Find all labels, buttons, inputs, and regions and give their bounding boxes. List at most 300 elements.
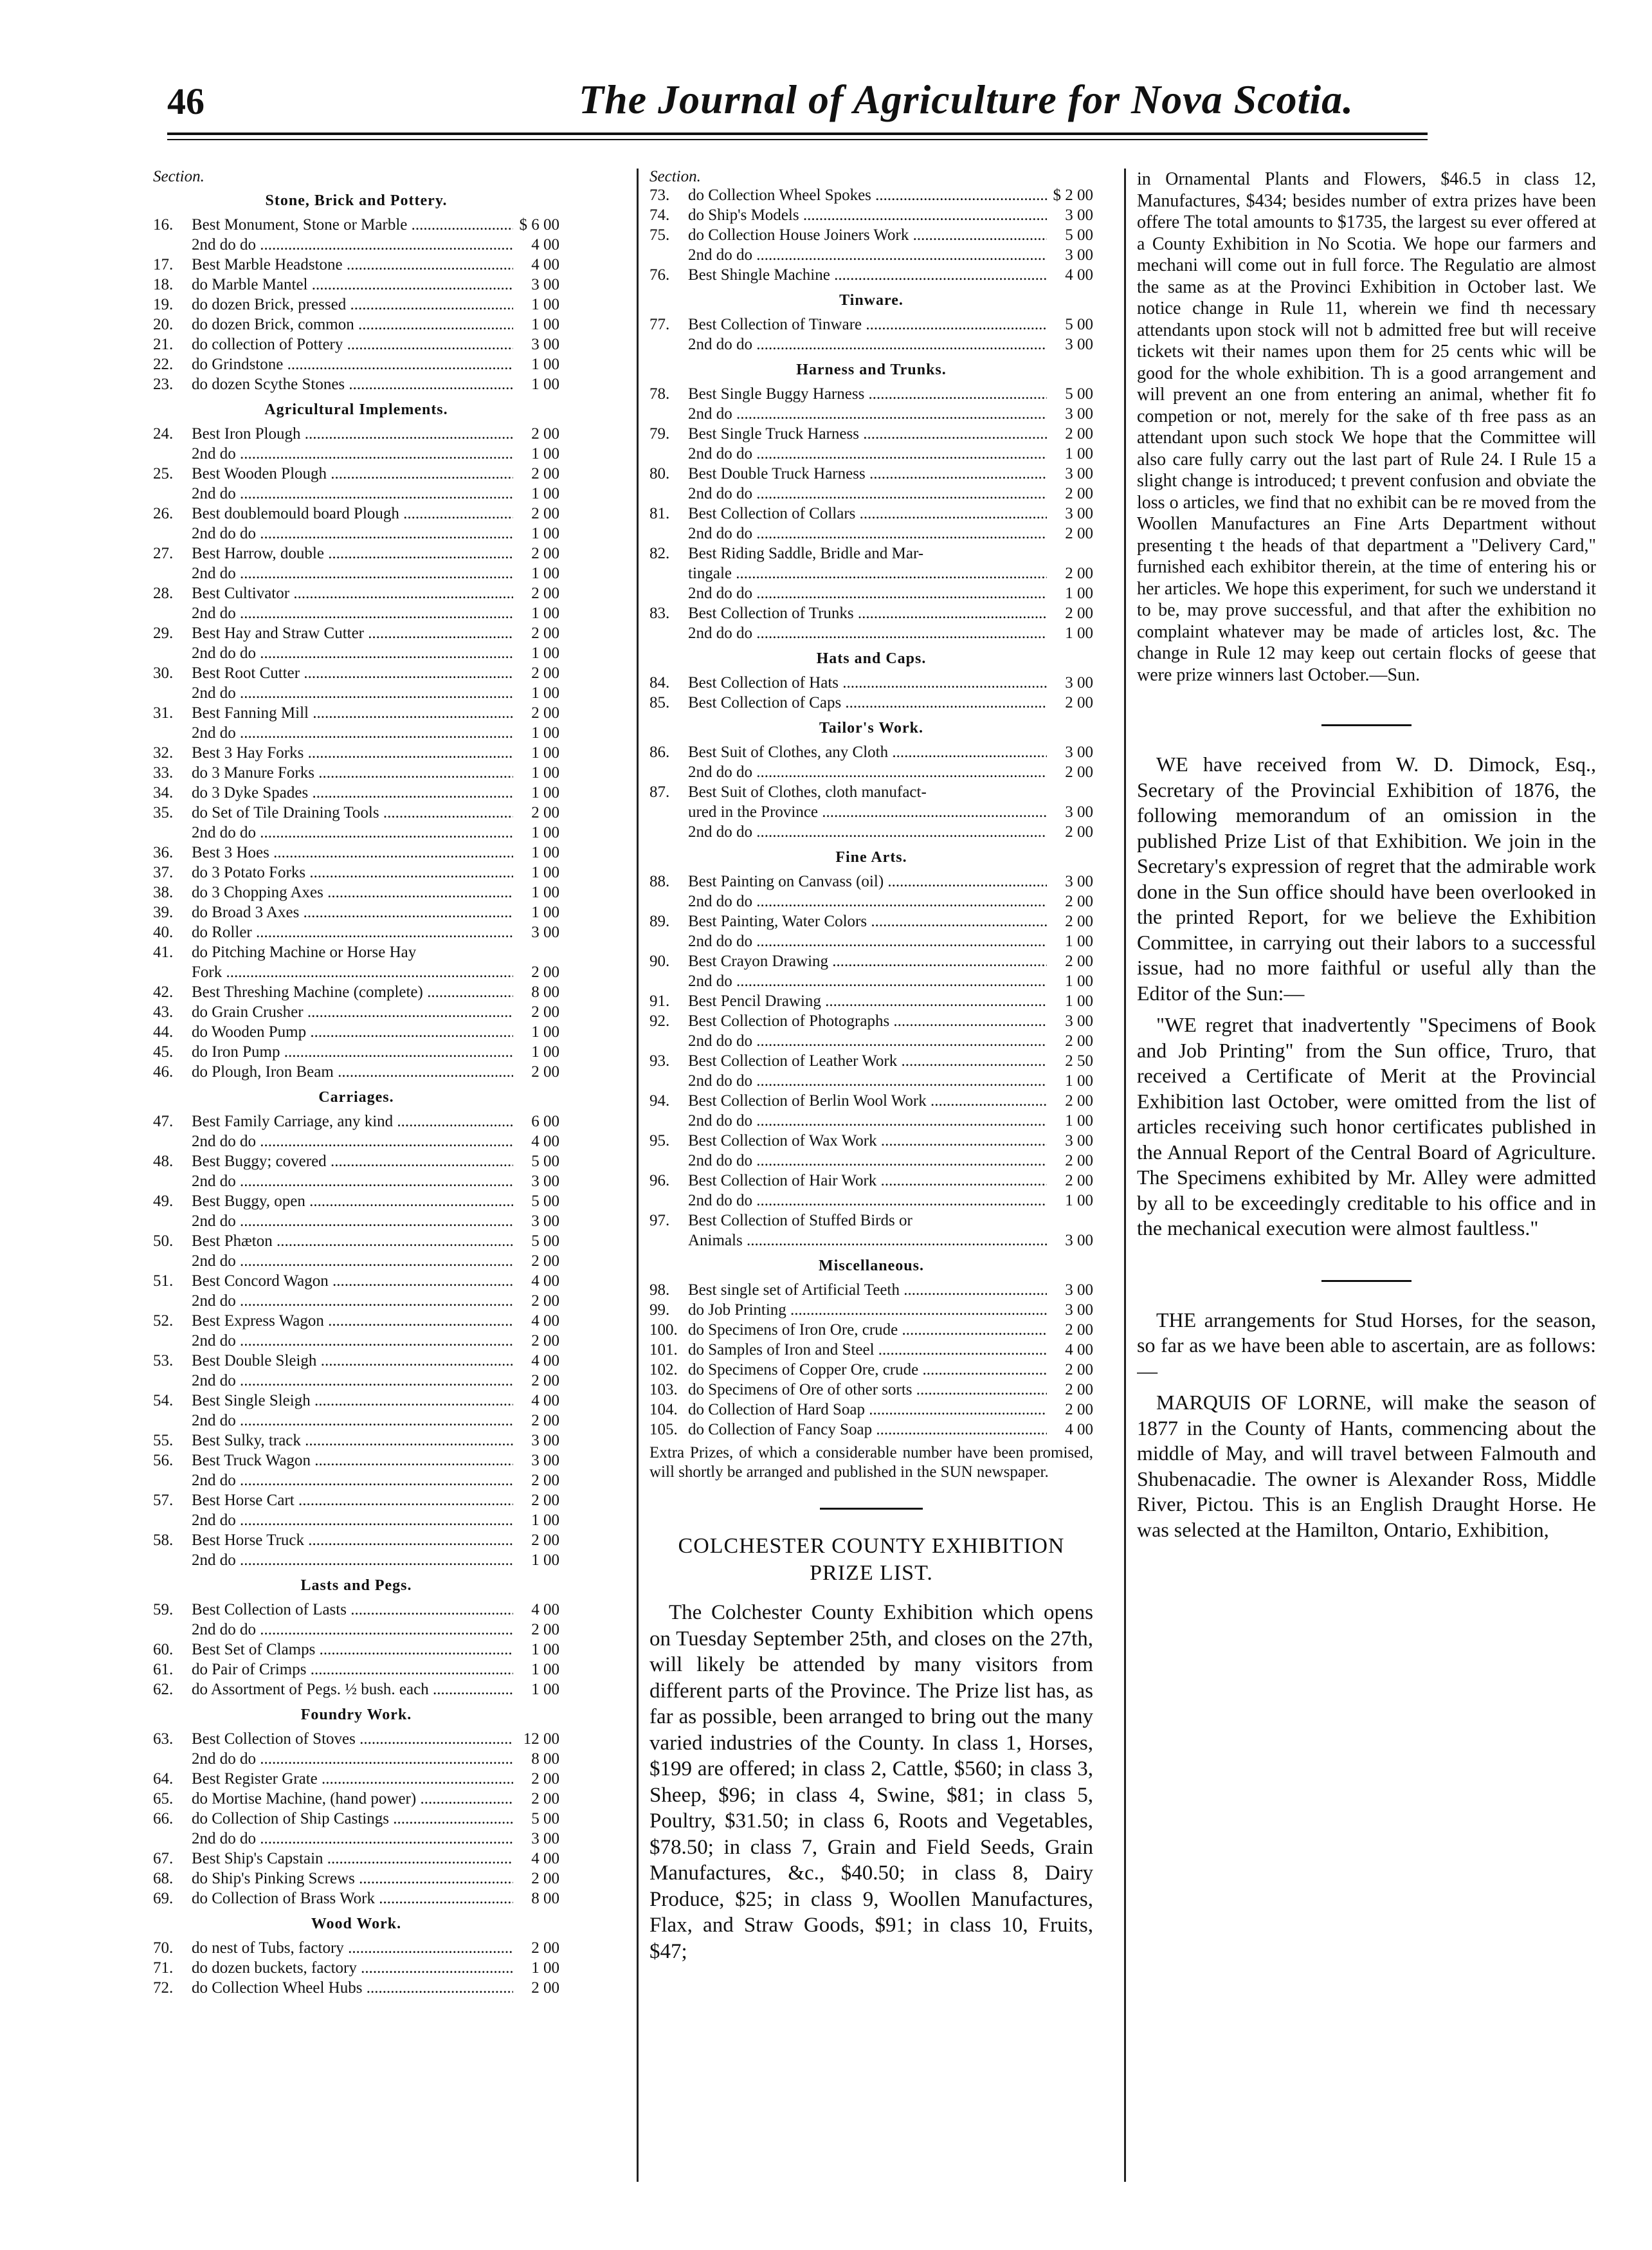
section-number [649, 1111, 688, 1131]
prize-description: 2nd do do ..... [688, 524, 1047, 544]
section-label: Section. [649, 169, 701, 185]
prize-amount: 3 00 [1065, 405, 1093, 423]
section-number: 70. [153, 1939, 174, 1957]
prize-description: do Samples of Iron and Steel ..... [688, 1340, 1047, 1360]
prize-amount: 3 00 [531, 924, 559, 941]
prize-row [153, 1729, 559, 1749]
prize-row [153, 464, 559, 484]
prize-amount: 2 00 [531, 1532, 559, 1549]
prize-amount: 6 00 [531, 1113, 559, 1130]
prize-description: Best Collection of Hats ..... [688, 673, 1047, 693]
prize-amount: 2 00 [531, 1472, 559, 1489]
page-header [167, 76, 1428, 140]
prize-description: 2nd do ..... [192, 444, 513, 464]
prize-description: Best Horse Cart ..... [192, 1490, 513, 1510]
prize-description: Best Collection of Lasts ..... [192, 1600, 513, 1620]
prize-amount: 5 00 [531, 1232, 559, 1250]
prize-row [649, 563, 1093, 583]
section-number: 49. [153, 1193, 174, 1210]
prize-row [153, 922, 559, 942]
section-number [153, 1510, 192, 1530]
section-number: 63. [153, 1730, 174, 1748]
section-number: 40. [153, 924, 174, 941]
article-text: The Colchester County Exhibition which opens on Tuesday September 25th, and closes on the 27th, will likely be attended by many visitors from different parts of the Province. The Prize list has, as far as possible, been arranged to bring out the many varied industries of the County. In class 1, Horses, $199 are offered; in class 2, Cattle, $560; in class 3, Sheep, $96; in class 4, Swine, $81; in class 5, Poultry, $31.50; in class 6, Roots and Vegetables, $78.50; in class 7, Grain and Field Seeds, Grain Manufactures, &c., $40.50; in class 8, Dairy Produce, $25; in class 9, Woollen Manufactures, Flax, and Straw Goods, $91; in class 10, Fruits, $47; [649, 1601, 1093, 1963]
prize-row [649, 544, 1093, 563]
prize-description: Fork ..... [192, 962, 513, 982]
section-number: 36. [153, 844, 174, 861]
prize-amount: 2 00 [531, 1003, 559, 1021]
section-number [153, 683, 192, 703]
prize-amount: 2 00 [531, 1770, 559, 1788]
prize-description: Best Buggy; covered ..... [192, 1151, 513, 1171]
section-number: 25. [153, 465, 174, 482]
section-number: 51. [153, 1272, 174, 1290]
prize-description: tingale ..... [688, 563, 1047, 583]
prize-description: do Wooden Pump ..... [192, 1022, 513, 1042]
prize-description: 2nd do do ..... [688, 1151, 1047, 1171]
section-number: 93. [649, 1052, 670, 1070]
prize-amount: 1 00 [531, 1661, 559, 1678]
prize-amount: 4 00 [531, 256, 559, 273]
prize-row [649, 1111, 1093, 1131]
prize-description: do Specimens of Copper Ore, crude ..... [688, 1360, 1047, 1380]
prize-amount: 3 00 [531, 1173, 559, 1190]
section-number: 20. [153, 316, 174, 333]
prize-description: do Collection of Ship Castings ..... [192, 1809, 513, 1829]
prize-row [649, 504, 1093, 524]
prize-description: Animals ..... [688, 1230, 1047, 1250]
prize-row [153, 1640, 559, 1660]
prize-amount: 3 00 [531, 336, 559, 353]
prize-amount: 2 50 [1065, 1052, 1093, 1070]
prize-row [649, 911, 1093, 931]
section-number: 43. [153, 1003, 174, 1021]
section-number [153, 1371, 192, 1391]
section-number [649, 1230, 688, 1250]
section-number: 72. [153, 1979, 174, 1997]
stud-horses-paragraph: THE arrangements for Stud Horses, for the season, so far as we have been able to ascertain, are as follows:— [1137, 1308, 1596, 1382]
prize-description: Best Fanning Mill ..... [192, 703, 513, 723]
prize-amount: 4 00 [531, 1601, 559, 1618]
prize-row [649, 1031, 1093, 1051]
prize-row [649, 464, 1093, 484]
section-number: 29. [153, 625, 174, 642]
prize-row [649, 693, 1093, 713]
prize-row [153, 1600, 559, 1620]
prize-amount: 2 00 [531, 804, 559, 821]
prize-amount: 2 00 [1065, 893, 1093, 910]
prize-amount: 5 00 [531, 1153, 559, 1170]
prize-amount: 2 00 [531, 505, 559, 522]
header-rule-thick [167, 133, 1428, 135]
editorial-column [1137, 169, 1596, 1549]
prize-row [649, 1230, 1093, 1250]
prize-row [153, 424, 559, 444]
prize-description: Best Painting, Water Colors ..... [688, 911, 1047, 931]
prize-amount: 1 00 [1065, 973, 1093, 990]
section-number: 62. [153, 1681, 174, 1698]
section-number: 90. [649, 953, 670, 970]
section-number: 79. [649, 425, 670, 443]
section-number [153, 444, 192, 464]
prize-description: Best Family Carriage, any kind ..... [192, 1111, 513, 1131]
section-number: 95. [649, 1132, 670, 1149]
prize-amount: 1 00 [531, 356, 559, 373]
section-number: 53. [153, 1352, 174, 1369]
section-number: 26. [153, 505, 174, 522]
prize-amount: 2 00 [531, 1492, 559, 1509]
category-heading: Wood Work. [311, 1916, 402, 1932]
prize-row [649, 1300, 1093, 1320]
section-number: 98. [649, 1281, 670, 1299]
section-number: 83. [649, 605, 670, 622]
section-number [153, 235, 192, 255]
prize-description: 2nd do ..... [192, 563, 513, 583]
prize-description: 2nd do do ..... [192, 1829, 513, 1849]
prize-row [153, 743, 559, 763]
prize-description: Best Shingle Machine ..... [688, 265, 1047, 285]
prize-description: Best Collection of Photographs ..... [688, 1011, 1047, 1031]
prize-description: 2nd do do ..... [688, 1111, 1047, 1131]
prize-row [153, 444, 559, 464]
prize-row [153, 643, 559, 663]
section-number [649, 563, 688, 583]
prize-list-column-2 [649, 169, 1093, 1970]
section-number [649, 931, 688, 951]
prize-amount: 1 00 [531, 724, 559, 742]
section-number: 74. [649, 206, 670, 224]
prize-description: Best Sulky, track ..... [192, 1431, 513, 1450]
prize-description: do Ship's Models ..... [688, 205, 1047, 225]
prize-row [153, 1022, 559, 1042]
prize-row [153, 962, 559, 982]
section-number: 91. [649, 992, 670, 1010]
section-number [153, 1411, 192, 1431]
prize-description: Best Single Sleigh ..... [192, 1391, 513, 1411]
prize-row [649, 1091, 1093, 1111]
prize-description: do Specimens of Iron Ore, crude ..... [688, 1320, 1047, 1340]
prize-description: do Set of Tile Draining Tools ..... [192, 803, 513, 823]
prize-description: 2nd do do ..... [192, 643, 513, 663]
prize-row [153, 663, 559, 683]
prize-amount: 4 00 [1065, 1341, 1093, 1358]
prize-amount: 8 00 [531, 1750, 559, 1768]
prize-row [153, 1450, 559, 1470]
prize-amount: 2 00 [1065, 1172, 1093, 1189]
prize-row [649, 315, 1093, 334]
prize-row [153, 295, 559, 315]
prize-list-continued [649, 169, 1093, 1440]
prize-row [153, 255, 559, 275]
prize-description: do nest of Tubs, factory ..... [192, 1938, 513, 1958]
column-divider [637, 169, 639, 2182]
prize-row [153, 1679, 559, 1699]
prize-amount: 2 00 [1065, 913, 1093, 930]
prize-amount [1047, 1211, 1093, 1230]
prize-row [649, 762, 1093, 782]
prize-description: do Pitching Machine or Horse Hay [192, 944, 417, 961]
prize-description: Best Buggy, open ..... [192, 1191, 513, 1211]
section-number: 105. [649, 1421, 678, 1438]
prize-row [649, 931, 1093, 951]
prize-description: do Collection of Fancy Soap ..... [688, 1420, 1047, 1440]
prize-row [649, 1211, 1093, 1230]
prize-row [649, 1280, 1093, 1300]
prize-amount: 4 00 [1065, 266, 1093, 284]
prize-amount: 2 00 [531, 1292, 559, 1310]
section-number [649, 484, 688, 504]
section-number: 67. [153, 1850, 174, 1867]
prize-amount: 2 00 [531, 625, 559, 642]
prize-row [153, 1062, 559, 1082]
prize-amount: 8 00 [531, 983, 559, 1001]
section-number: 52. [153, 1312, 174, 1330]
prize-row [153, 683, 559, 703]
section-number: 68. [153, 1870, 174, 1887]
prize-row [649, 245, 1093, 265]
section-number [153, 1749, 192, 1769]
prize-row [153, 1829, 559, 1849]
prize-amount: 3 00 [1065, 803, 1093, 821]
prize-amount: 1 00 [531, 684, 559, 702]
section-number: 50. [153, 1232, 174, 1250]
prize-description: Best Concord Wagon ..... [192, 1271, 513, 1291]
prize-amount: 1 00 [531, 1023, 559, 1041]
prize-description: 2nd do do ..... [192, 1620, 513, 1640]
prize-row [153, 982, 559, 1002]
section-number: 73. [649, 187, 670, 204]
section-number: 86. [649, 744, 670, 761]
prize-amount: 4 00 [531, 1392, 559, 1409]
prize-row [153, 623, 559, 643]
prize-amount: 1 00 [531, 824, 559, 841]
prize-description: Best Threshing Machine (complete) ..... [192, 982, 513, 1002]
prize-description: 2nd do do ..... [688, 1191, 1047, 1211]
prize-amount: 3 00 [1065, 246, 1093, 264]
prize-amount: 3 00 [531, 1452, 559, 1469]
prize-row [649, 384, 1093, 404]
prize-description: do Assortment of Pegs. ½ bush. each ..... [192, 1679, 513, 1699]
prize-amount: 3 00 [1065, 674, 1093, 691]
prize-row [649, 1380, 1093, 1400]
section-number [649, 245, 688, 265]
prize-row [153, 235, 559, 255]
prize-description: 2nd do do ..... [192, 235, 513, 255]
prize-description: 2nd do do ..... [688, 444, 1047, 464]
section-number: 19. [153, 296, 174, 313]
prize-amount: 12 00 [523, 1730, 559, 1748]
prize-row [153, 1331, 559, 1351]
prize-description: Best Collection of Leather Work ..... [688, 1051, 1047, 1071]
prize-row [153, 1231, 559, 1251]
prize-row [153, 1869, 559, 1889]
prize-description: do 3 Manure Forks ..... [192, 763, 513, 783]
section-number: 17. [153, 256, 174, 273]
section-number [649, 583, 688, 603]
prize-amount: 2 00 [1065, 485, 1093, 502]
prize-row [153, 1470, 559, 1490]
prize-description: Best Phæton ..... [192, 1231, 513, 1251]
prize-description: Best 3 Hay Forks ..... [192, 743, 513, 763]
section-number: 42. [153, 983, 174, 1001]
prize-description: Best Suit of Clothes, any Cloth ..... [688, 742, 1047, 762]
prize-amount: 1 00 [531, 864, 559, 881]
prize-row [153, 275, 559, 295]
section-number: 38. [153, 884, 174, 901]
prize-amount: 3 00 [531, 1830, 559, 1847]
prize-amount: 2 00 [1065, 1381, 1093, 1398]
prize-row [649, 265, 1093, 285]
prize-description: do dozen Brick, pressed ..... [192, 295, 513, 315]
prize-description: Best Suit of Clothes, cloth manufact- [688, 783, 927, 801]
prize-amount: 1 00 [1065, 1192, 1093, 1209]
section-number: 31. [153, 704, 174, 722]
prize-row [153, 1660, 559, 1679]
prize-amount: 2 00 [531, 1372, 559, 1389]
section-number: 87. [649, 783, 670, 801]
section-number [649, 802, 688, 822]
section-number [649, 334, 688, 354]
prize-amount: 2 00 [1065, 1092, 1093, 1110]
prize-description: do Ship's Pinking Screws ..... [192, 1869, 513, 1889]
section-number: 71. [153, 1959, 174, 1977]
prize-description: Best Ship's Capstain ..... [192, 1849, 513, 1869]
prize-row [649, 444, 1093, 464]
prize-description: 2nd do do ..... [192, 1749, 513, 1769]
prize-amount: 3 00 [1065, 336, 1093, 353]
prize-description: do Marble Mantel ..... [192, 275, 513, 295]
section-number [649, 762, 688, 782]
prize-description: Best Collection of Tinware ..... [688, 315, 1047, 334]
prize-amount: 5 00 [531, 1193, 559, 1210]
prize-description: 2nd do ..... [192, 1371, 513, 1391]
prize-description: 2nd do ..... [192, 603, 513, 623]
section-number [153, 1829, 192, 1849]
prize-row [153, 1211, 559, 1231]
prize-description: Best Double Truck Harness ..... [688, 464, 1047, 484]
section-number: 99. [649, 1301, 670, 1319]
section-number [153, 524, 192, 544]
prize-description: 2nd do ..... [192, 1510, 513, 1530]
prize-row [649, 205, 1093, 225]
prize-row [649, 334, 1093, 354]
prize-amount: 2 00 [531, 1979, 559, 1997]
prize-row [153, 1042, 559, 1062]
prize-row [153, 504, 559, 524]
prize-amount: 3 00 [1065, 744, 1093, 761]
prize-row [153, 1749, 559, 1769]
prize-amount: 3 00 [1065, 1301, 1093, 1319]
prize-amount: 2 00 [531, 1939, 559, 1957]
prize-row [649, 583, 1093, 603]
prize-amount: 4 00 [531, 1352, 559, 1369]
prize-amount: 1 00 [531, 1641, 559, 1658]
prize-description: do Plough, Iron Beam ..... [192, 1062, 513, 1082]
page-number: 46 [167, 80, 204, 122]
section-number: 69. [153, 1890, 174, 1907]
category-heading: Agricultural Implements. [264, 401, 448, 418]
prize-row [649, 185, 1093, 205]
prize-row [153, 315, 559, 334]
prize-description: do Pair of Crimps ..... [192, 1660, 513, 1679]
section-number [649, 822, 688, 842]
prize-amount: 1 00 [531, 1551, 559, 1569]
prize-description: Best Collection of Berlin Wool Work ..... [688, 1091, 1047, 1111]
prize-description: do Collection of Brass Work ..... [192, 1889, 513, 1908]
prize-amount: 1 00 [531, 764, 559, 782]
prize-description: 2nd do ..... [192, 1470, 513, 1490]
prize-row [153, 1171, 559, 1191]
prize-row [153, 1938, 559, 1958]
prize-row [649, 1071, 1093, 1091]
prize-amount: 2 00 [1065, 425, 1093, 443]
prize-row [153, 1391, 559, 1411]
prize-description: Best Collection of Collars ..... [688, 504, 1047, 524]
prize-description: do 3 Dyke Spades ..... [192, 783, 513, 803]
prize-description: do Grain Crusher ..... [192, 1002, 513, 1022]
prize-row [649, 1320, 1093, 1340]
prize-row [649, 1191, 1093, 1211]
prize-amount: 2 00 [1065, 953, 1093, 970]
prize-amount: 3 00 [1065, 1132, 1093, 1149]
prize-row [649, 1171, 1093, 1191]
prize-amount: 2 00 [531, 545, 559, 562]
section-number: 97. [649, 1212, 670, 1229]
prize-description: 2nd do do ..... [688, 822, 1047, 842]
prize-description: do Specimens of Ore of other sorts ..... [688, 1380, 1047, 1400]
prize-description: do collection of Pottery ..... [192, 334, 513, 354]
prize-row [649, 1360, 1093, 1380]
prize-row [153, 843, 559, 863]
prize-amount: 5 00 [1065, 385, 1093, 403]
prize-row [153, 524, 559, 544]
prize-row [153, 1151, 559, 1171]
section-number [649, 1191, 688, 1211]
section-label: Section. [153, 169, 204, 185]
prize-amount: 1 00 [531, 844, 559, 861]
section-number: 28. [153, 585, 174, 602]
section-number: 102. [649, 1361, 678, 1378]
prize-row [153, 1311, 559, 1331]
prize-amount: 2 00 [531, 1332, 559, 1349]
prize-amount: 1 00 [531, 744, 559, 762]
prize-amount: 2 00 [531, 1252, 559, 1270]
prize-row [649, 822, 1093, 842]
prize-row [153, 354, 559, 374]
prize-amount: 4 00 [531, 1850, 559, 1867]
section-number: 94. [649, 1092, 670, 1110]
omission-quote: "WE regret that inadvertently "Specimens of Book and Job Printing" from the Sun office, Truro, that received a Certificate of Merit at the Provincial Exhibition last October, were omitted from the list of articles receiving such honor certificates published in the Annual Report of the Central Board of Agriculture. The Specimens exhibited by Mr. Alley were admitted by all to be exceedingly creditable to his office and in the mechanical execution were almost faultless." [1137, 1013, 1596, 1239]
section-number: 81. [649, 505, 670, 522]
section-number [153, 1131, 192, 1151]
prize-description: do Iron Pump ..... [192, 1042, 513, 1062]
journal-title: The Journal of Agriculture for Nova Scotia. [579, 77, 1354, 122]
prize-row [153, 334, 559, 354]
prize-row [153, 942, 559, 962]
prize-description: Best Express Wagon ..... [192, 1311, 513, 1331]
prize-amount: 2 00 [531, 1790, 559, 1807]
prize-row [153, 1789, 559, 1809]
prize-row [649, 1340, 1093, 1360]
prize-row [153, 703, 559, 723]
prize-row [153, 1769, 559, 1789]
prize-amount: 2 00 [531, 1412, 559, 1429]
prize-row [153, 1889, 559, 1908]
prize-amount: 5 00 [531, 1810, 559, 1827]
prize-description: 2nd do ..... [192, 484, 513, 504]
prize-amount: 1 00 [531, 784, 559, 801]
section-number: 55. [153, 1432, 174, 1449]
